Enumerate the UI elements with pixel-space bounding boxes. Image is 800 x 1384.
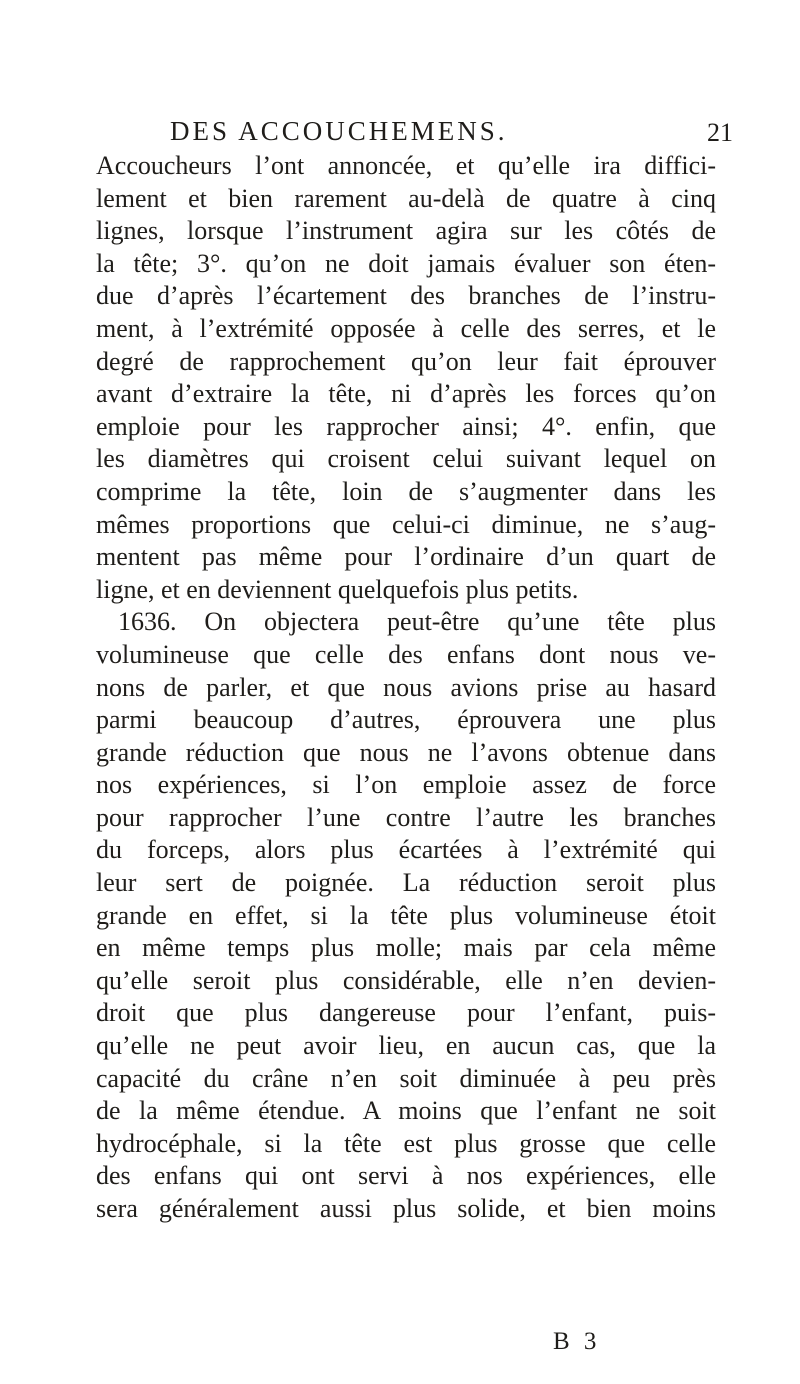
text-line: qu’elle seroit plus considérable, elle n’en devien- — [96, 965, 716, 995]
text-line: la tête; 3°. qu’on ne doit jamais évaluer son éten- — [96, 248, 716, 278]
text-line: hydrocéphale, si la tête est plus grosse que celle — [96, 1128, 716, 1158]
text-line: volumineuse que celle des enfans dont nous ve- — [96, 639, 716, 669]
text-line: leur sert de poignée. La réduction seroit plus — [96, 868, 716, 898]
text-line: emploie pour les rapprocher ainsi; 4°. enfin, que — [96, 411, 716, 441]
text-line: nos expériences, si l’on emploie assez de force — [96, 770, 716, 800]
text-line: due d’après l’écartement des branches de l’instru- — [96, 281, 716, 311]
text-line: degré de rapprochement qu’on leur fait éprouver — [96, 346, 716, 376]
text-line: lement et bien rarement au-delà de quatre à cinq — [96, 183, 716, 213]
text-line: les diamètres qui croisent celui suivant lequel on — [96, 444, 716, 474]
paragraph-start-line: 1636. On objectera peut-être qu’une tête plus — [118, 607, 716, 637]
paragraph-end-line: ligne, et en deviennent quelquefois plus petits. — [96, 574, 579, 604]
text-line: lignes, lorsque l’instrument agira sur les côtés de — [96, 216, 716, 246]
running-title: DES ACCOUCHEMENS. — [170, 116, 508, 146]
body-text — [96, 150, 716, 1226]
text-line: des enfans qui ont servi à nos expériences, elle — [96, 1161, 716, 1191]
text-line: mentent pas même pour l’ordinaire d’un quart de — [96, 542, 716, 572]
text-line: droit que plus dangereuse pour l’enfant, puis- — [96, 998, 716, 1028]
text-line: en même temps plus molle; mais par cela même — [96, 933, 716, 963]
text-line: Accoucheurs l’ont annoncée, et qu’elle ira diffici- — [96, 151, 716, 180]
text-line: du forceps, alors plus écartées à l’extrémité qui — [96, 835, 716, 865]
text-line: comprime la tête, loin de s’augmenter dans les — [96, 476, 716, 506]
text-line: nons de parler, et que nous avions prise au hasard — [96, 672, 716, 702]
text-line: grande réduction que nous ne l’avons obtenue dans — [96, 737, 716, 767]
text-line: pour rapprocher l’une contre l’autre les branches — [96, 802, 716, 832]
text-line: mêmes proportions que celui-ci diminue, ne s’aug- — [96, 509, 716, 539]
page-number: 21 — [707, 118, 733, 147]
text-line: capacité du crâne n’en soit diminuée à peu près — [96, 1063, 716, 1093]
text-line: grande en effet, si la tête plus volumineuse étoit — [96, 900, 716, 930]
text-line: de la même étendue. A moins que l’enfant ne soit — [96, 1096, 716, 1126]
text-line: qu’elle ne peut avoir lieu, en aucun cas, que la — [96, 1031, 716, 1061]
text-line: ment, à l’extrémité opposée à celle des serres, et le — [96, 313, 716, 343]
text-line: avant d’extraire la tête, ni d’après les forces qu’on — [96, 379, 716, 409]
signature-mark: B 3 — [553, 1328, 601, 1355]
text-line: sera généralement aussi plus solide, et bien moins — [96, 1194, 716, 1223]
text-line: parmi beaucoup d’autres, éprouvera une plus — [96, 705, 716, 735]
